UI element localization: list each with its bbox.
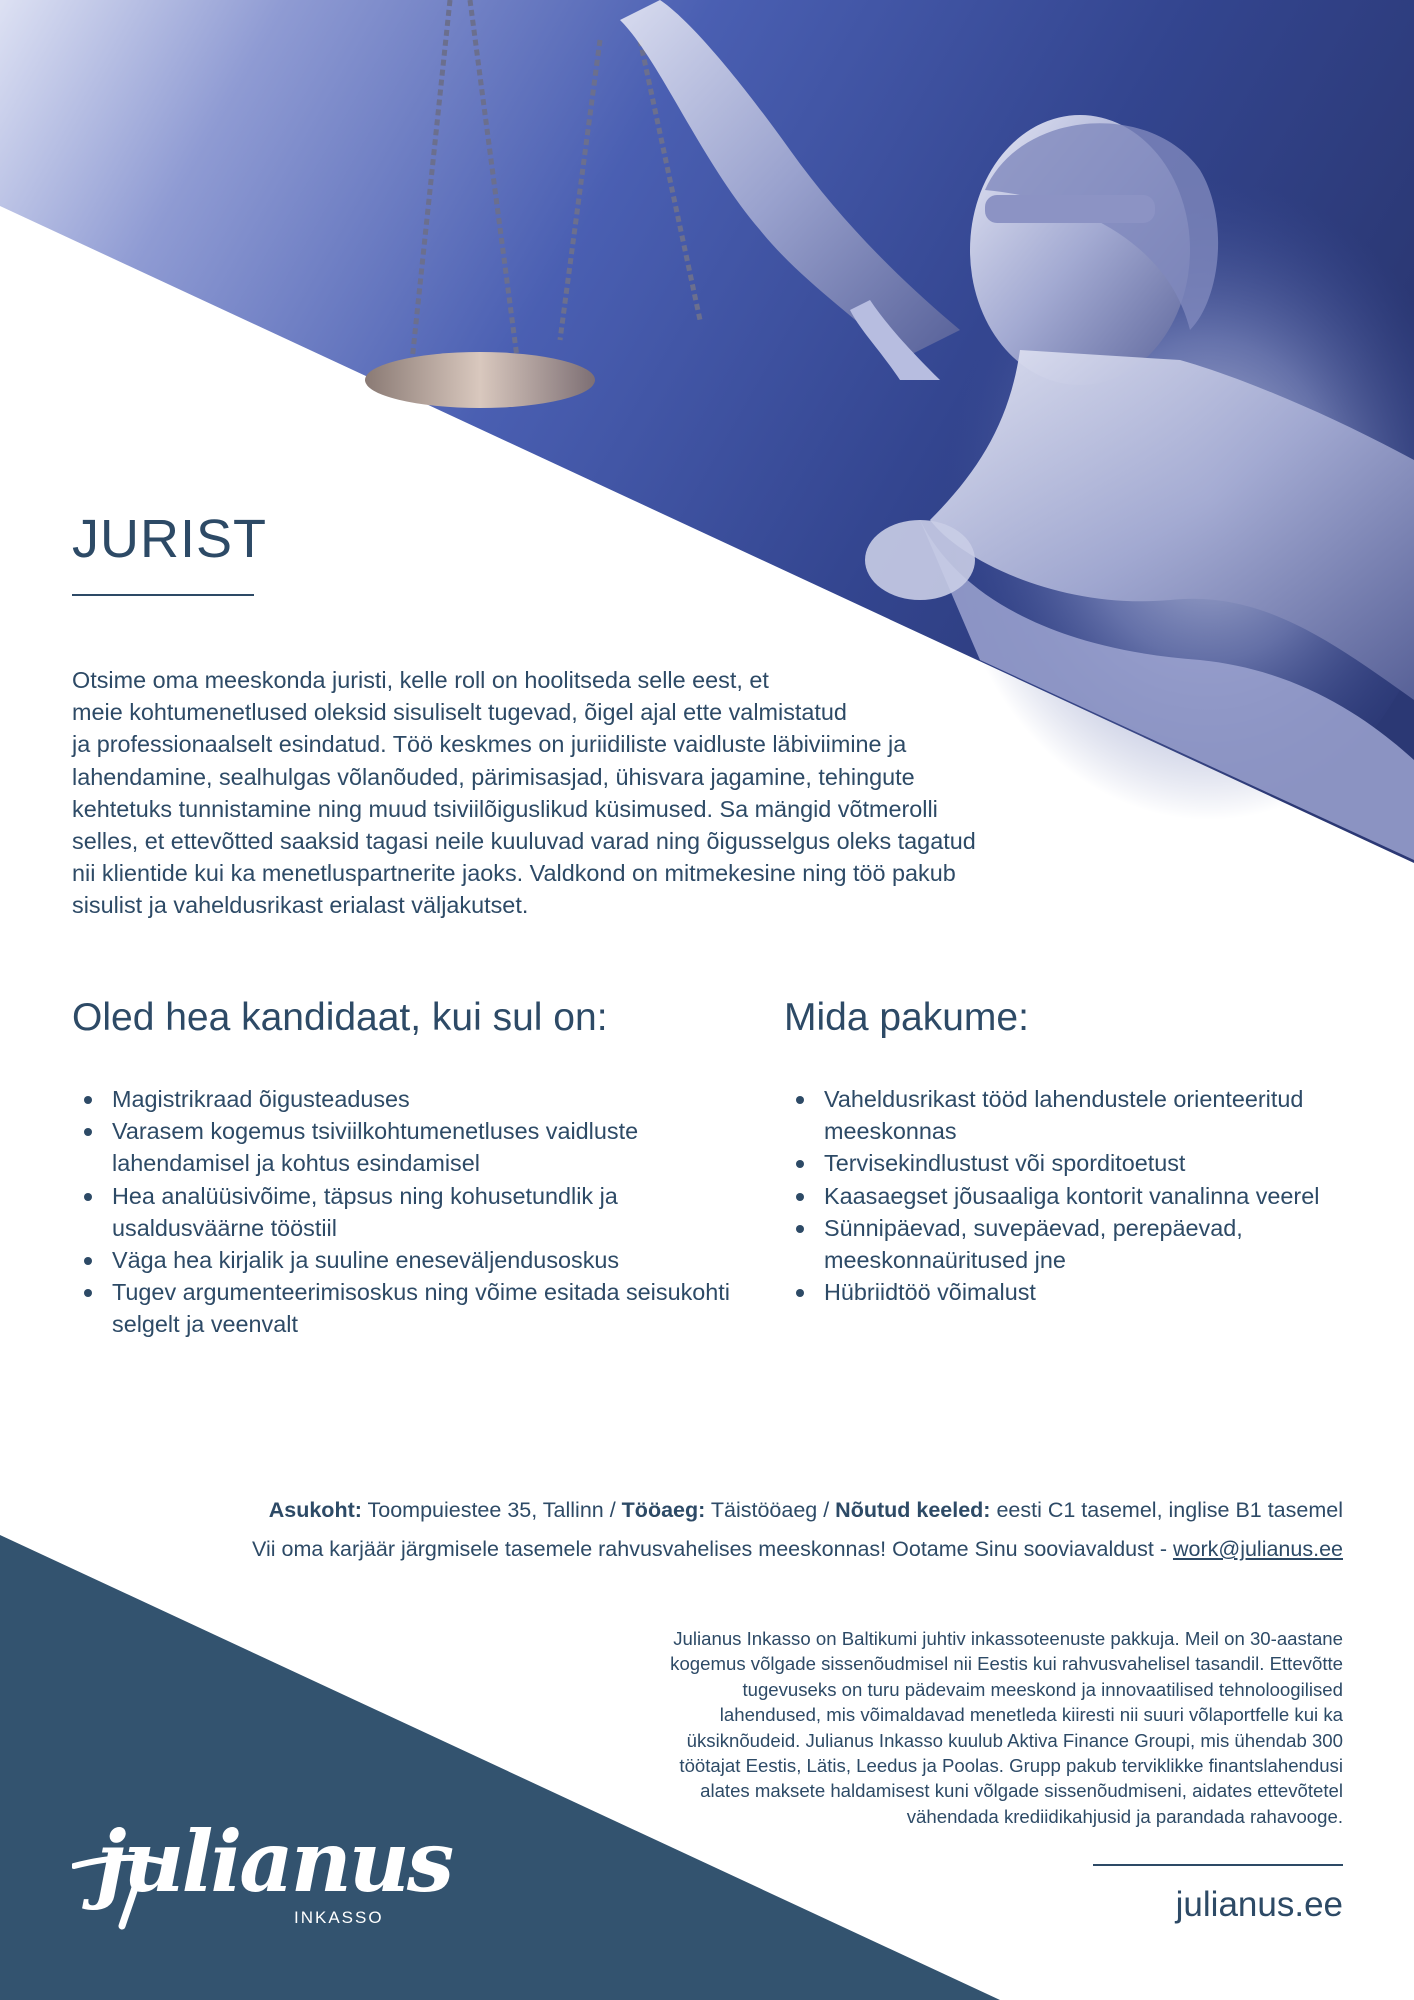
- list-item: Väga hea kirjalik ja suuline eneseväljendusoskus: [72, 1244, 752, 1276]
- requirements-heading: Oled hea kandidaat, kui sul on:: [72, 996, 608, 1039]
- website-link[interactable]: julianus.ee: [1175, 1885, 1343, 1924]
- email-link[interactable]: work@julianus.ee: [1172, 1537, 1343, 1561]
- offer-list: [784, 1083, 1344, 1308]
- title-underline: [72, 594, 254, 596]
- languages-label: Nõutud keeled:: [835, 1498, 991, 1522]
- list-item: Varasem kogemus tsiviilkohtumenetluses vaidluste lahendamisel ja kohtus esindamisel: [72, 1115, 752, 1179]
- languages-value: eesti C1 tasemel, inglise B1 tasemel: [990, 1498, 1343, 1522]
- list-item: Kaasaegset jõusaaliga kontorit vanalinna veerel: [784, 1180, 1344, 1212]
- job-details-line: [269, 1498, 1343, 1523]
- company-about: Julianus Inkasso on Baltikumi juhtiv inkassoteenuste pakkuja. Meil on 30-aastane kogemus võlgade sissenõudmisel nii Eestis kui rahvusvahelisel tasandil. Ettevõtte tugevuseks on turu pädevaim meeskond ja innovaatilised tehnoloogilised lahendused, mis võimaldavad menetleda kiiresti nii suuri võlaportfelle kui ka üksiknõudeid. Julianus Inkasso kuulub Aktiva Finance Groupi, mis ühendab 300 töötajat Eestis, Lätis, Leedus ja Poolas. Grupp pakub terviklikke finantslahendusi alates maksete haldamisest kuni võlgade sissenõudmiseni, aidates ettevõtetel vähendada krediidikahjusid ja parandada rahavooge.: [670, 1628, 1343, 1827]
- list-item: Hübriidtöö võimalust: [784, 1276, 1344, 1308]
- list-item: Magistrikraad õigusteaduses: [72, 1083, 752, 1115]
- worktime-label: Tööaeg:: [621, 1498, 706, 1522]
- list-item: Sünnipäevad, suvepäevad, perepäevad, meeskonnaüritused jne: [784, 1212, 1344, 1276]
- list-item: Tervisekindlustust või sporditoetust: [784, 1147, 1344, 1179]
- intro-paragraph: Otsime oma meeskonda juristi, kelle roll on hoolitseda selle eest, et meie kohtumenetlused oleksid sisuliselt tugevad, õigel ajal ette valmistatud ja professionaalselt esindatud. Töö keskmes on juriidiliste vaidluste läbiviimine ja lahendamine, sealhulgas võlanõuded, pärimisasjad, ühisvara jagamine, tehingute kehtetuks tunnistamine ning muud tsiviilõiguslikud küsimused. Sa mängid võtmerolli selles, et ettevõtted saaksid tagasi neile kuuluvad varad ning õigusselgus oleks tagatud nii klientide kui ka menetluspartnerite jaoks. Valdkond on mitmekesine ning töö pakub sisulist ja vaheldusrikast erialast väljakutset.: [72, 667, 976, 919]
- location-value: Toompuiestee 35, Tallinn /: [361, 1498, 622, 1522]
- list-item: Vaheldusrikast tööd lahendustele orienteeritud meeskonnas: [784, 1083, 1344, 1147]
- location-label: Asukoht:: [268, 1498, 362, 1522]
- call-to-action: [252, 1537, 1343, 1562]
- footer-divider: [1093, 1864, 1343, 1866]
- offer-heading: Mida pakume:: [784, 996, 1029, 1039]
- list-item: Tugev argumenteerimisoskus ning võime esitada seisukohti selgelt ja veenvalt: [72, 1276, 752, 1340]
- logo-subtitle: INKASSO: [294, 1908, 384, 1927]
- logo-wordmark: julianus: [96, 1812, 452, 1911]
- page-title: JURIST: [72, 509, 267, 569]
- cta-text: Vii oma karjäär järgmisele tasemele rahvusvahelises meeskonnas! Ootame Sinu sooviavaldust -: [252, 1537, 1173, 1561]
- worktime-value: Täistööaeg /: [705, 1498, 836, 1522]
- requirements-list: [72, 1083, 752, 1341]
- julianus-logo: [72, 1812, 452, 1942]
- list-item: Hea analüüsivõime, täpsus ning kohusetundlik ja usaldusväärne tööstiil: [72, 1180, 752, 1244]
